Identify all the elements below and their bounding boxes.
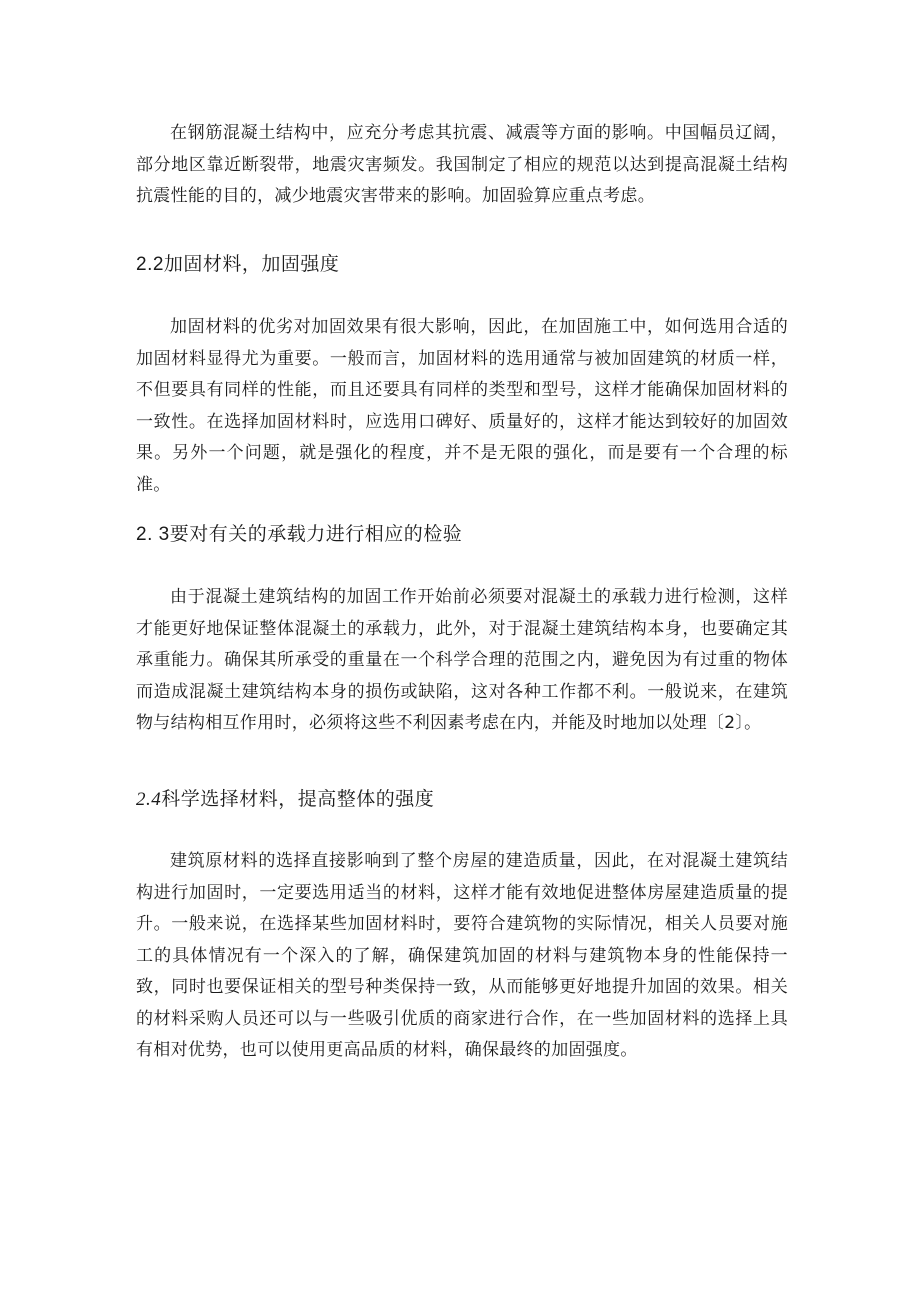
paragraph-bearing-capacity: 由于混凝土建筑结构的加固工作开始前必须要对混凝土的承载力进行检测，这样才能更好地保证整体混凝土的承载力，此外，对于混凝土建筑结构本身，也要确定其承重能力。确保其所承受的重量在一个科学合理的范围之内，避免因为有过重的物体而造成混凝土建筑结构本身的损伤或缺陷，这对各种工作都不利。一般说来，在建筑物与结构相互作用时，必须将这些不利因素考虑在内，并能及时地加以处理〔2〕。 — [136, 587, 788, 733]
paragraph-material-selection: 建筑原材料的选择直接影响到了整个房屋的建造质量，因此，在对混凝土建筑结构进行加固时，一定要选用适当的材料，这样才能有效地促进整体房屋建造质量的提升。一般来说，在选择某些加固材料时，要符合建筑物的实际情况，相关人员要对施工的具体情况有一个深入的了解，确保建筑加固的材料与建筑物本身的性能保持一致，同时也要保证相关的型号种类保持一致，从而能够更好地提升加固的效果。相关的材料采购人员还可以与一些吸引优质的商家进行合作，在一些加固材料的选择上具有相对优势，也可以使用更高品质的材料，确保最终的加固强度。 — [136, 851, 788, 1060]
section-heading-2-4 — [136, 785, 788, 814]
section-title: 科学选择材料，提高整体的强度 — [161, 788, 435, 810]
paragraph-seismic: 在钢筋混凝土结构中，应充分考虑其抗震、减震等方面的影响。中国幅员辽阔，部分地区靠近断裂带，地震灾害频发。我国制定了相应的规范以达到提高混凝土结构抗震性能的目的，减少地震灾害带来的影响。加固验算应重点考虑。 — [136, 123, 788, 206]
section-title: 加固材料，加固强度 — [163, 253, 340, 275]
section-number: 2.4 — [136, 789, 162, 810]
section-heading-2-3 — [136, 520, 788, 549]
section-number: 2.2 — [136, 254, 164, 275]
section-number: 2. 3 — [136, 524, 170, 545]
section-title: 要对有关的承载力进行相应的检验 — [169, 523, 463, 545]
paragraph-materials: 加固材料的优劣对加固效果有很大影响，因此，在加固施工中，如何选用合适的加固材料显得尤为重要。一般而言，加固材料的选用通常与被加固建筑的材质一样，不但要具有同样的性能，而且还要具有同样的类型和型号，这样才能确保加固材料的一致性。在选择加固材料时，应选用口碑好、质量好的，这样才能达到较好的加固效果。另外一个问题，就是强化的程度，并不是无限的强化，而是要有一个合理的标准。 — [136, 317, 788, 495]
section-heading-2-2 — [136, 250, 788, 279]
